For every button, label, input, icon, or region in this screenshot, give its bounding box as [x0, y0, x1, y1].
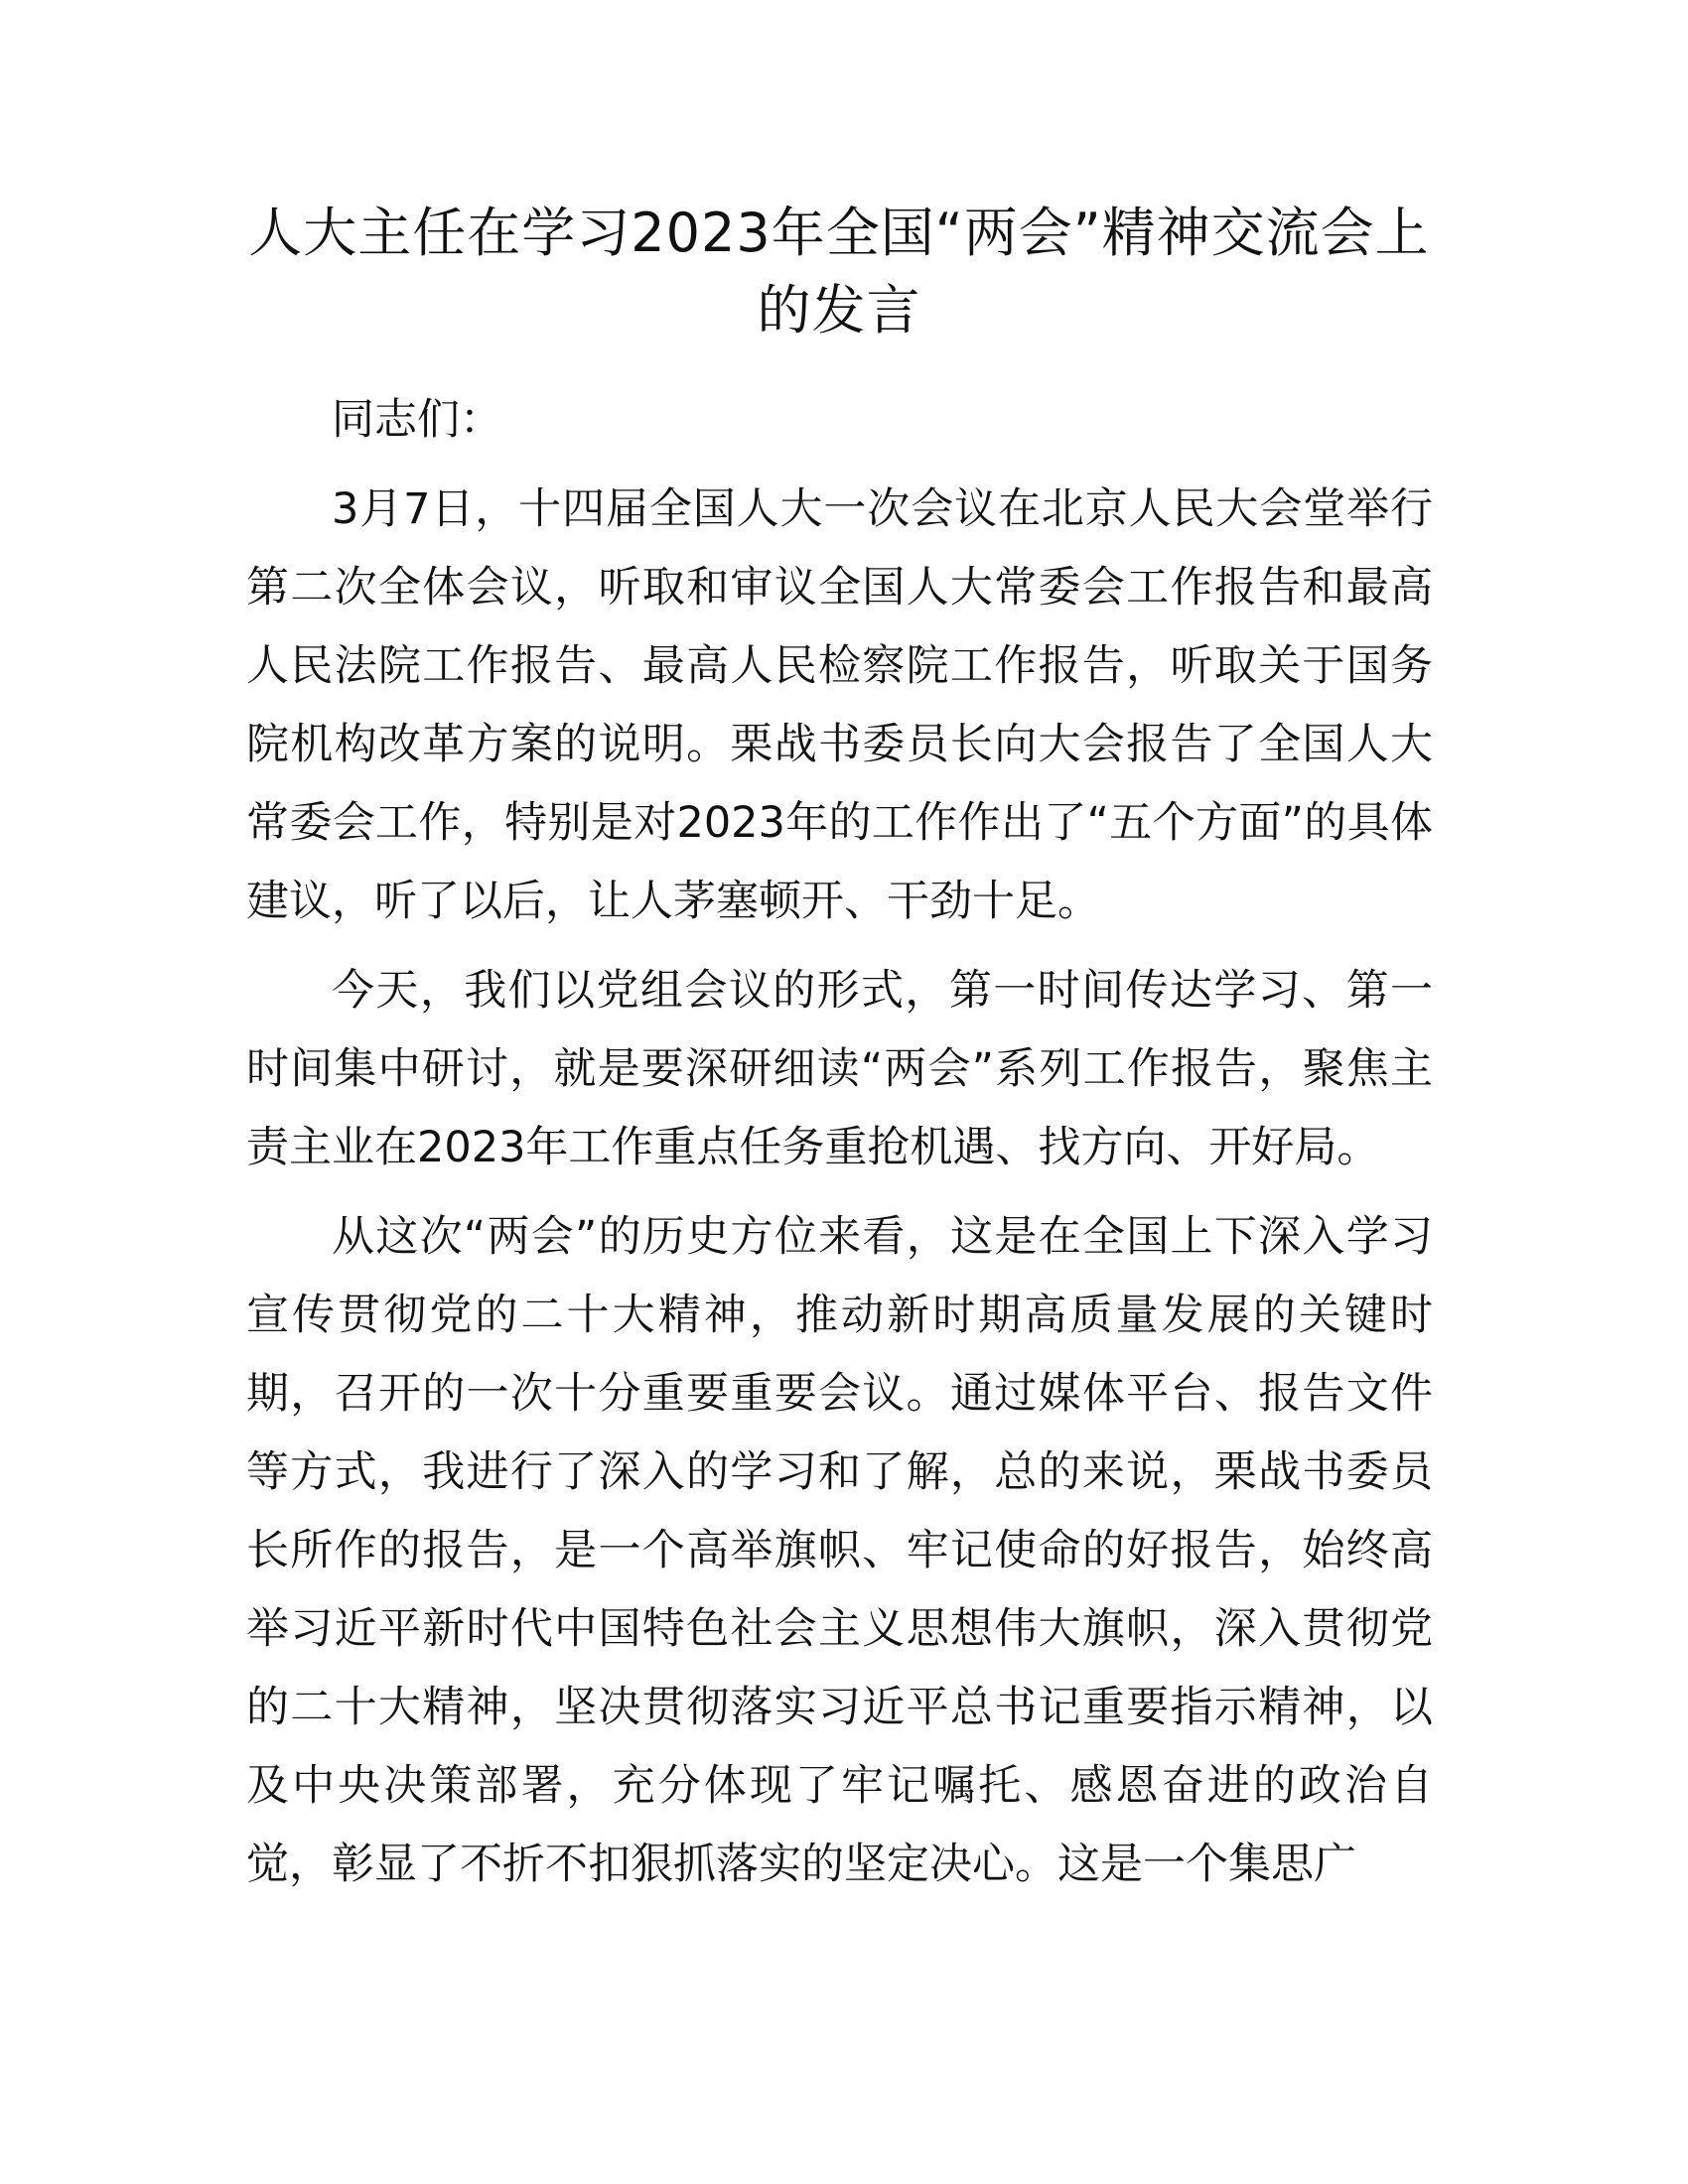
document-title: 人大主任在学习2023年全国“两会”精神交流会上的发言 [248, 202, 1430, 341]
paragraph-2: 今天，我们以党组会议的形式，第一时间传达学习、第一时间集中研讨，就是要深研细读“两会”系列工作报告，聚焦主责主业在2023年工作重点任务重抢机遇、找方向、开好局。 [246, 966, 1433, 1172]
paragraph-3: 从这次“两会”的历史方位来看，这是在全国上下深入学习宣传贯彻党的二十大精神，推动新时期高质量发展的关键时期，召开的一次十分重要重要会议。通过媒体平台、报告文件等方式，我进行了深入的学习和了解，总的来说，栗战书委员长所作的报告，是一个高举旗帜、牢记使命的好报告，始终高举习近平新时代中国特色社会主义思想伟大旗帜，深入贯彻党的二十大精神，坚决贯彻落实习近平总书记重要指示精神，以及中央决策部署，充分体现了牢记嘱托、感恩奋进的政治自觉，彰显了不折不扣狠抓落实的坚定决心。这是一个集思广 [246, 1212, 1433, 1889]
document-body [246, 381, 1433, 1915]
paragraph-1: 3月7日，十四届全国人大一次会议在北京人民大会堂举行第二次全体会议，听取和审议全国人大常委会工作报告和最高人民法院工作报告、最高人民检察院工作报告，听取关于国务院机构改革方案的说明。栗战书委员长向大会报告了全国人大常委会工作，特别是对2023年的工作作出了“五个方面”的具体建议，听了以后，让人茅塞顿开、干劲十足。 [246, 484, 1433, 926]
salutation: 同志们： [332, 395, 502, 445]
